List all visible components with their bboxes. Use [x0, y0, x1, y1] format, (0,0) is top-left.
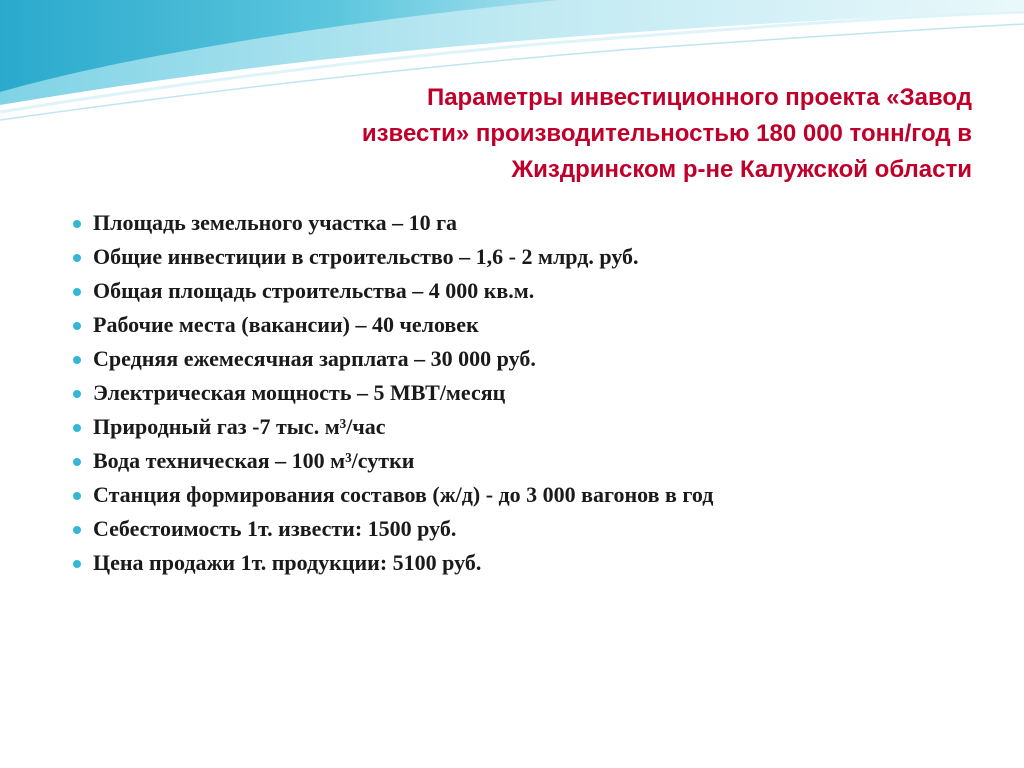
bullet-icon — [73, 560, 81, 568]
list-item-text: Электрическая мощность – 5 МВТ/месяц — [93, 380, 506, 405]
bullet-icon — [73, 492, 81, 500]
list-item-text: Себестоимость 1т. извести: 1500 руб. — [93, 516, 457, 541]
bullet-icon — [73, 458, 81, 466]
list-item-text: Природный газ -7 тыс. м³/час — [93, 414, 386, 439]
bullet-icon — [73, 254, 81, 262]
list-item-text: Станция формирования составов (ж/д) - до 3 000 вагонов в год — [93, 482, 714, 507]
list-item — [68, 208, 968, 242]
list-item — [68, 446, 968, 480]
list-item-text: Средняя ежемесячная зарплата – 30 000 руб. — [93, 346, 536, 371]
list-item — [68, 242, 968, 276]
list-item — [68, 480, 968, 514]
bullet-icon — [73, 288, 81, 296]
parameters-list — [68, 208, 968, 582]
list-item — [68, 378, 968, 412]
list-item — [68, 412, 968, 446]
list-item-text: Рабочие места (вакансии) – 40 человек — [93, 312, 479, 337]
list-item — [68, 276, 968, 310]
bullet-icon — [73, 220, 81, 228]
bullet-icon — [73, 322, 81, 330]
title-line: Жиздринском р-не Калужской области — [511, 156, 972, 183]
title-line: извести» производительностью 180 000 тонн/год в — [361, 120, 972, 147]
list-item-text: Общие инвестиции в строительство – 1,6 - 2 млрд. руб. — [93, 244, 639, 269]
title-line: Параметры инвестиционного проекта «Завод — [426, 84, 972, 111]
bullet-icon — [73, 390, 81, 398]
list-item — [68, 310, 968, 344]
bullet-icon — [73, 424, 81, 432]
list-item — [68, 548, 968, 582]
list-item-text: Площадь земельного участка – 10 га — [93, 210, 458, 235]
list-item — [68, 344, 968, 378]
bullet-icon — [73, 356, 81, 364]
slide-title — [260, 80, 972, 188]
bullet-icon — [73, 526, 81, 534]
list-item-text: Цена продажи 1т. продукции: 5100 руб. — [93, 550, 482, 575]
list-item-text: Общая площадь строительства – 4 000 кв.м. — [93, 278, 535, 303]
list-item — [68, 514, 968, 548]
list-item-text: Вода техническая – 100 м³/сутки — [93, 448, 415, 473]
